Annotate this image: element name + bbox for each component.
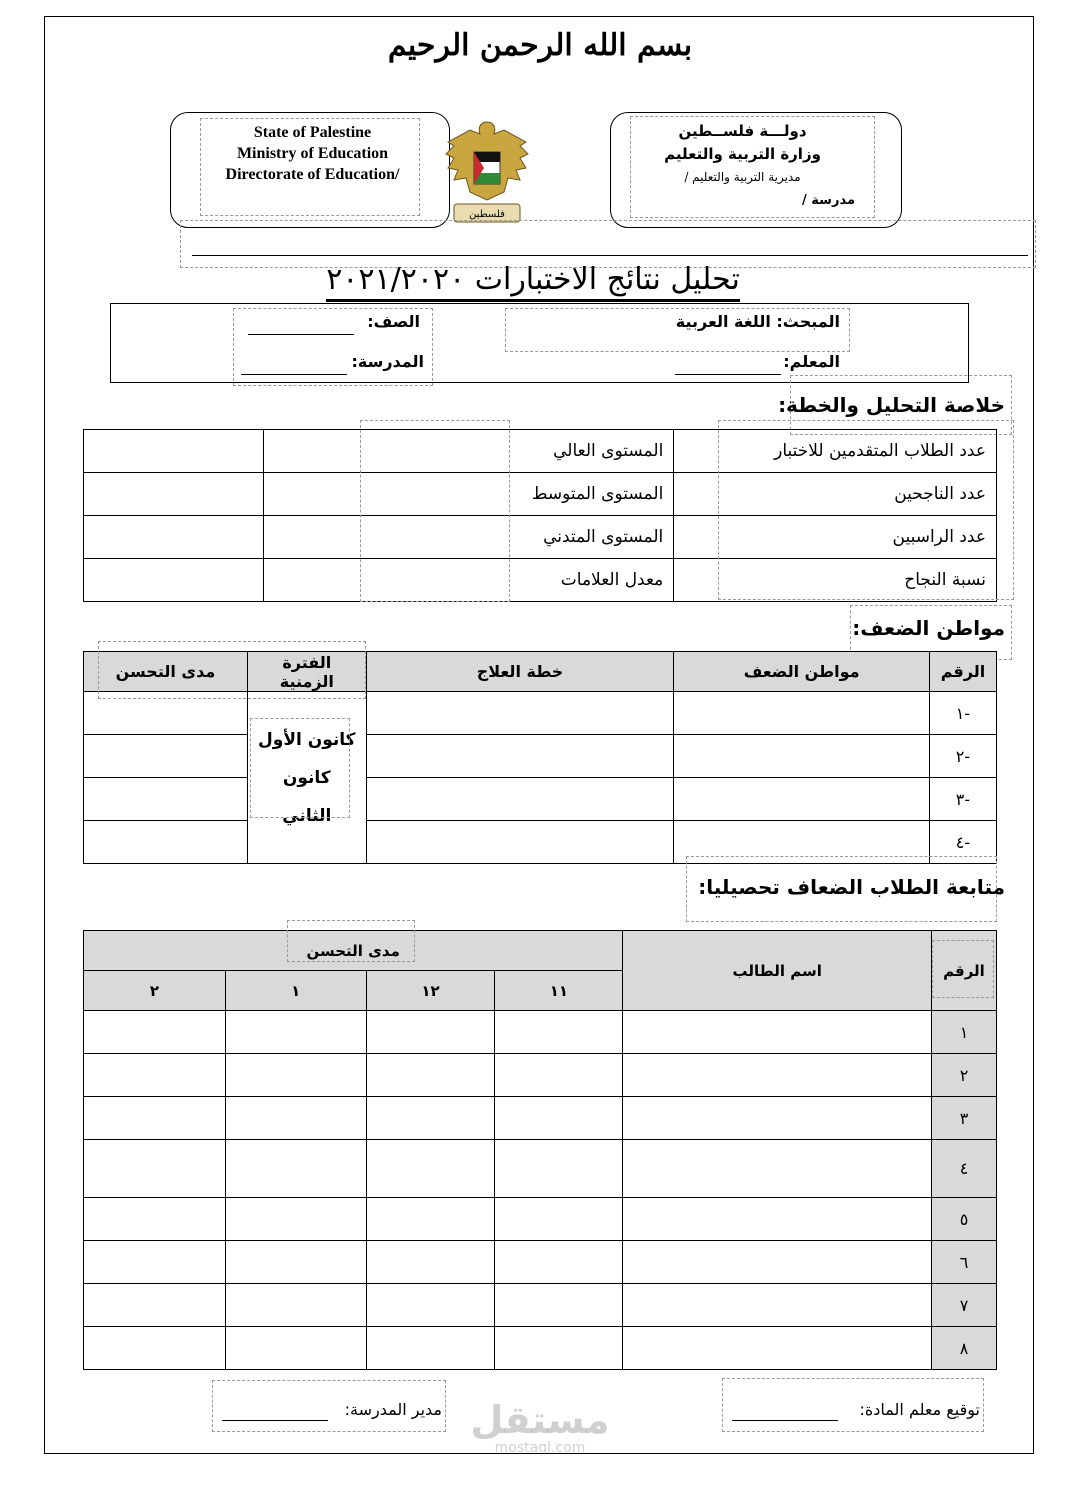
- emblem-label: فلسطين: [469, 209, 505, 220]
- school-field[interactable]: [241, 374, 347, 375]
- principal-signature-field[interactable]: [222, 1420, 328, 1421]
- teacher-signature-field[interactable]: [732, 1420, 838, 1421]
- summary-table: المستوى العالي عدد الطلاب المتقدمين للاختبار المستوى المتوسط عدد الناجحين المستوى المتدني عدد الراسبين معدل العلامات نسبة النجاح: [83, 429, 997, 602]
- palestine-emblem-icon: [440, 112, 534, 230]
- header-en-text: State of Palestine Ministry of Education Directorate of Education/: [225, 124, 400, 183]
- header-ar-text: دولـــة فلســطين وزارة التربية والتعليم مديرية التربية والتعليم / مدرسة /: [664, 122, 855, 208]
- weakness-table: مدى التحسن الفترة الزمنية خطة العلاج مواطن الضعف الرقم كانون الأول كانون الثاني -١ -٢ -٣ -٤: [83, 651, 997, 864]
- principal-signature-label: مدير المدرسة:: [344, 1400, 442, 1419]
- teacher-label: المعلم:: [783, 352, 840, 371]
- summary-heading: خلاصة التحليل والخطة:: [778, 393, 1005, 417]
- teacher-field[interactable]: [675, 374, 781, 375]
- page-title: تحليل نتائج الاختبارات ٢٠٢١/٢٠٢٠: [298, 262, 768, 302]
- school-label: المدرسة:: [351, 352, 424, 371]
- basmala: بسم الله الرحمن الرحيم: [387, 28, 693, 63]
- weakness-heading: مواطن الضعف:: [852, 616, 1005, 640]
- followup-table: مدى التحسن اسم الطالب الرقم ٢ ١ ١٢ ١١ ١ ٢ ٣ ٤ ٥ ٦ ٧ ٨: [83, 930, 997, 1370]
- teacher-signature-label: توقيع معلم المادة:: [859, 1400, 980, 1419]
- period-cell: كانون الأول كانون الثاني: [247, 692, 366, 864]
- followup-heading: متابعة الطلاب الضعاف تحصيليا:: [698, 875, 1005, 899]
- watermark: مستقل mostaql.com: [470, 1398, 610, 1456]
- subject-label: المبحث: اللغة العربية: [675, 312, 840, 331]
- class-field[interactable]: [248, 334, 354, 335]
- class-label: الصف:: [367, 312, 420, 331]
